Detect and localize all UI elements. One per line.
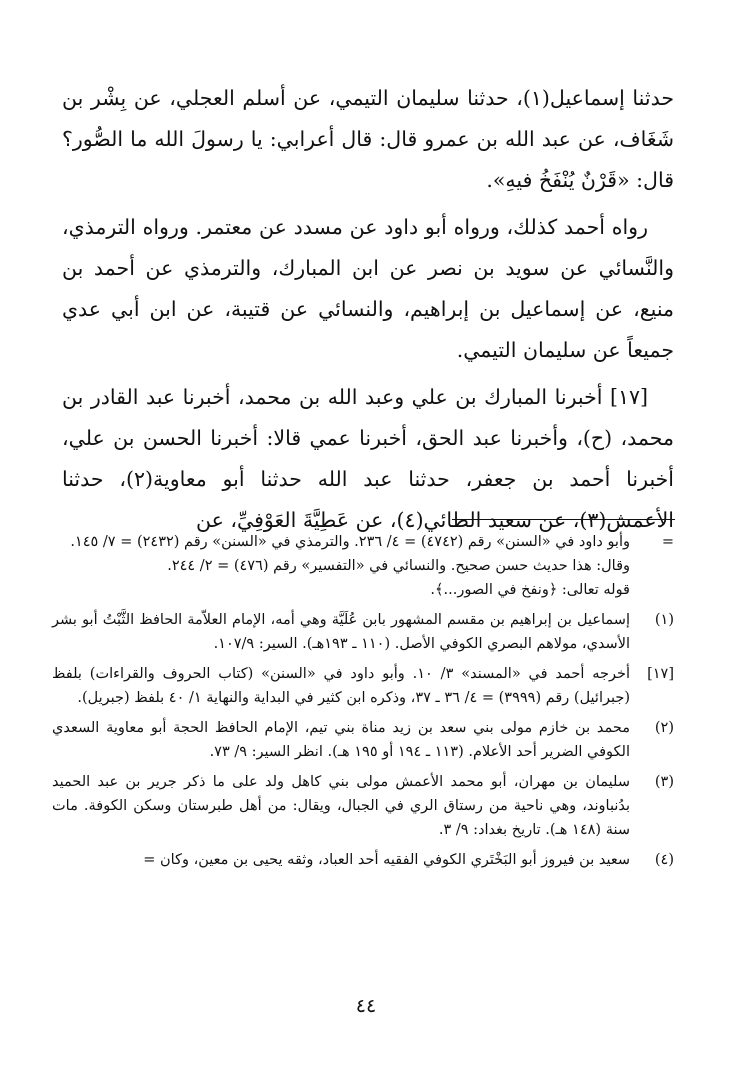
footnote-marker: (٣): [654, 774, 674, 790]
footnote-marker: =: [661, 534, 674, 550]
footnote-line: إسماعيل بن إبراهيم بن مقسم المشهور بابن عُلَيَّة وهي أمه، الإمام العلاّمة الحافظ الثَّبْتُ أبو بشر الأسدي، مولاهم البصري الكوفي الأصل. (١١٠ ـ ١٩٣هـ). السير: ١٠٧/٩.: [52, 612, 630, 652]
paragraph-hadith-17: [١٧] أخبرنا المبارك بن علي وعبد الله بن محمد، أخبرنا عبد القادر بن محمد، (ح)، وأخبرنا عبد الحق، أخبرنا عمي قالا: أخبرنا الحسن بن علي، أخبرنا أحمد بن جعفر، حدثنا عبد الله حدثنا أبو معاوية(٢)، حدثنا الأعمش(٣)، عن سعيد الطائي(٤)، عن عَطِيَّةَ العَوْفِيِّ، عن: [62, 385, 674, 532]
footnote-line: وأبو داود في «السنن» رقم (٤٧٤٢) = ٤/ ٢٣٦. والترمذي في «السنن» رقم (٢٤٣٢) = ٧/ ١٤٥.: [70, 534, 630, 550]
page-number: ٤٤: [355, 995, 377, 1017]
footnote-line: قوله تعالى: ﴿ونفخ في الصور...﴾.: [430, 582, 630, 598]
footnote-line: وقال: هذا حديث حسن صحيح. والنسائي في «التفسير» رقم (٤٧٦) = ٢/ ٢٤٤.: [167, 558, 630, 574]
footnote-marker: (٤): [654, 852, 674, 868]
footnote-1: [52, 608, 680, 656]
footnote-marker: (٢): [654, 720, 674, 736]
footnote-4: [52, 848, 680, 872]
footnote-line: أخرجه أحمد في «المسند» ٣/ ١٠. وأبو داود في «السنن» (كتاب الحروف والقراءات) بلفظ (جبرائيل) رقم (٣٩٩٩) = ٤/ ٣٦ ـ ٣٧، وذكره ابن كثير في البداية والنهاية ١/ ٤٠ بلفظ (جبريل).: [52, 666, 630, 706]
footnote-line: سليمان بن مهران، أبو محمد الأعمش مولى بني كاهل ولد على ما ذكر جرير بن عبد الحميد بدُنباوند، وهي ناحية من رستاق الري في الجبال، ويقال: من أهل طبرستان وسكن الكوفة. مات سنة (١٤٨ هـ). تاريخ بغداد: ٩/ ٣.: [52, 774, 630, 838]
footnotes: [52, 530, 680, 878]
main-text: [62, 78, 674, 541]
footnote-line: سعيد بن فيروز أبو البَخْتَري الكوفي الفقيه أحد العباد، وثقه يحيى بن معين، وكان =: [143, 852, 630, 868]
footnote-3: [52, 770, 680, 842]
footnote-17: [52, 662, 680, 710]
paragraph-hadith-16: حدثنا إسماعيل(١)، حدثنا سليمان التيمي، عن أسلم العجلي، عن بِشْر بن شَغَاف، عن عبد الله بن عمرو قال: قال أعرابي: يا رسولَ الله ما الصُّور؟ قال: «قَرْنٌ يُنْفَخُ فيهِ».: [62, 86, 675, 192]
footnote-line: محمد بن خازم مولى بني سعد بن زيد مناة بني تيم، الإمام الحافظ الحجة أبو معاوية السعدي الكوفي الضرير أحد الأعلام. (١١٣ ـ ١٩٤ أو ١٩٥ هـ). انظر السير: ٩/ ٧٣.: [52, 720, 630, 760]
footnote-2: [52, 716, 680, 764]
footnote-continuation: [52, 530, 680, 602]
footnote-marker: [١٧]: [647, 666, 674, 682]
footnote-marker: (١): [654, 612, 674, 628]
paragraph-takhrij: رواه أحمد كذلك، ورواه أبو داود عن مسدد عن معتمر. ورواه الترمذي، والنَّسائي عن سويد بن نصر عن ابن المبارك، والترمذي عن أحمد بن منيع، عن إسماعيل بن إبراهيم، والنسائي عن قتيبة، عن ابن أبي عدي جميعاً عن سليمان التيمي.: [62, 215, 674, 362]
footnote-divider: [452, 519, 675, 520]
